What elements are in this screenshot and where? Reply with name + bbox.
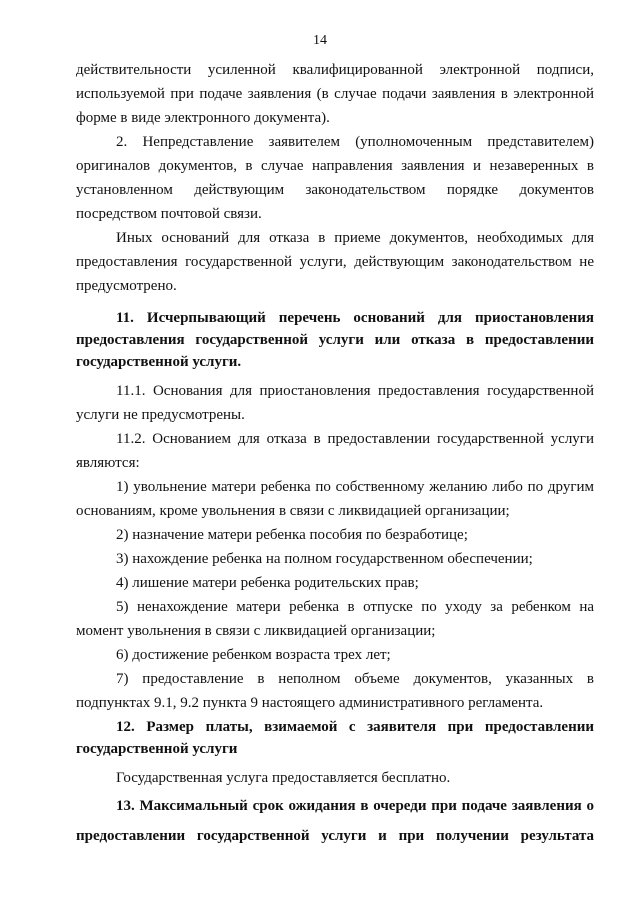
- list-item-line: 3) нахождение ребенка на полном государственном обеспечении;: [116, 551, 533, 567]
- list-item-line: момент увольнения в связи с ликвидацией организации;: [76, 623, 436, 639]
- page-number: 14: [313, 33, 327, 48]
- section-heading-line: государственной услуги.: [76, 354, 242, 370]
- section-heading-line: 11. Исчерпывающий перечень оснований для приостановления: [116, 310, 594, 326]
- text-line: 11.1. Основания для приостановления предоставления государственной: [116, 383, 594, 399]
- list-item-line: 4) лишение матери ребенка родительских прав;: [116, 575, 419, 591]
- text-line: предусмотрено.: [76, 278, 177, 294]
- text-line: Иных оснований для отказа в приеме документов, необходимых для: [116, 230, 594, 246]
- text-line: действительности усиленной квалифицированной электронной подписи,: [76, 62, 594, 78]
- list-item-line: 1) увольнение матери ребенка по собственному желанию либо по другим: [116, 479, 594, 495]
- text-line: Государственная услуга предоставляется бесплатно.: [116, 770, 451, 786]
- text-line: услуги не предусмотрены.: [76, 407, 245, 423]
- section-heading-line: 13. Максимальный срок ожидания в очереди при подаче заявления о: [116, 798, 594, 814]
- list-item-line: 7) предоставление в неполном объеме документов, указанных в: [116, 671, 594, 687]
- text-line: 11.2. Основанием для отказа в предоставлении государственной услуги: [116, 431, 594, 447]
- section-heading-line: государственной услуги: [76, 741, 238, 757]
- text-line: являются:: [76, 455, 140, 471]
- list-item-line: основаниям, кроме увольнения в связи с ликвидацией организации;: [76, 503, 510, 519]
- list-item-line: подпунктах 9.1, 9.2 пункта 9 настоящего административного регламента.: [76, 695, 544, 711]
- section-heading-line: предоставлении государственной услуги и при получении результата: [76, 828, 594, 844]
- text-line: предоставления государственной услуги, действующим законодательством не: [76, 254, 594, 270]
- text-line: используемой при подаче заявления (в случае подачи заявления в электронной: [76, 86, 594, 102]
- text-line: установленном действующим законодательством порядке документов: [76, 182, 594, 198]
- section-heading-line: предоставления государственной услуги или отказа в предоставлении: [76, 332, 594, 348]
- list-item-line: 5) ненахождение матери ребенка в отпуске по уходу за ребенком на: [116, 599, 594, 615]
- list-item-line: 2) назначение матери ребенка пособия по безработице;: [116, 527, 468, 543]
- text-line: посредством почтовой связи.: [76, 206, 262, 222]
- text-line: оригиналов документов, в случае направления заявления и незаверенных в: [76, 158, 594, 174]
- section-heading-line: 12. Размер платы, взимаемой с заявителя при предоставлении: [116, 719, 594, 735]
- text-line: 2. Непредставление заявителем (уполномоченным представителем): [116, 134, 594, 150]
- list-item-line: 6) достижение ребенком возраста трех лет;: [116, 647, 391, 663]
- text-line: форме в виде электронного документа).: [76, 110, 330, 126]
